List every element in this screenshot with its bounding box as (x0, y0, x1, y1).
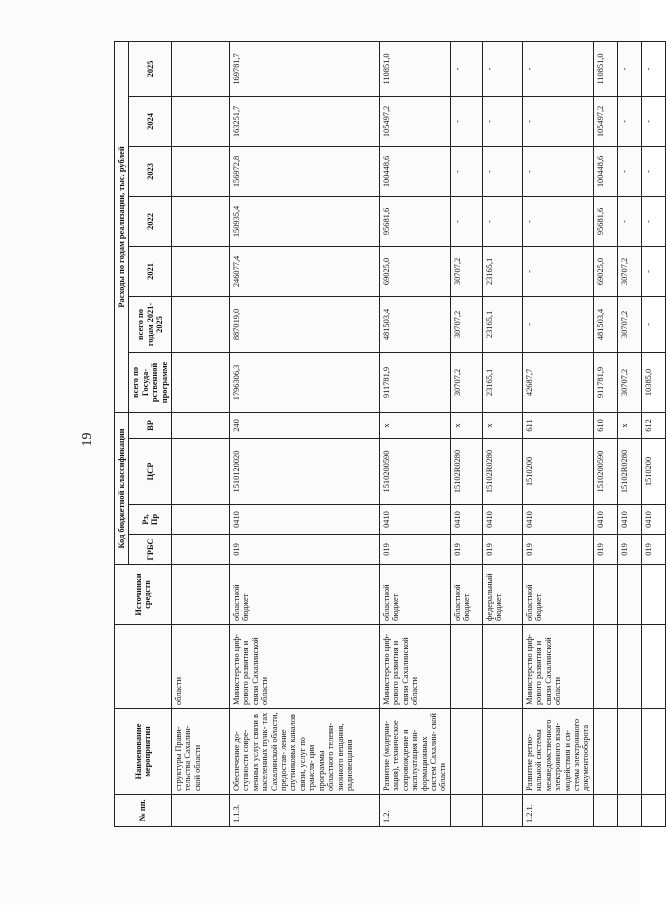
cell-rzpr: 0410 (230, 505, 380, 535)
cell-total: 911781,9 (593, 352, 617, 412)
cell-y2021: 30707,2 (450, 246, 482, 296)
table-row (482, 41, 522, 826)
cell-num (617, 795, 641, 827)
header-row-1 (115, 41, 129, 826)
cell-t2125: 481503,4 (593, 296, 617, 352)
cell-y2022: 95681,6 (593, 196, 617, 246)
cell-name: структуры Прави- тельства Сахалин- ской области (172, 709, 230, 795)
cell-y2022: 95681,6 (380, 196, 451, 246)
cell-csr: 1510200590 (380, 439, 451, 505)
cell-t2125: - (522, 296, 593, 352)
cell-y2025: - (450, 41, 482, 96)
cell-name: Развитие (модерни- зация), техническое сопровождение и эксплуатация ин- формационных систем Сахалин- ской области (380, 709, 451, 795)
col-grbs: ГРБС (129, 535, 172, 565)
cell-grbs: 019 (450, 535, 482, 565)
cell-rzpr: 0410 (482, 505, 522, 535)
cell-y2022: 150935,4 (230, 196, 380, 246)
cell-rzpr: 0410 (522, 505, 593, 535)
cell-total (172, 352, 230, 412)
cell-grbs: 019 (482, 535, 522, 565)
cell-y2024: - (617, 96, 641, 146)
cell-t2125: 887019,0 (230, 296, 380, 352)
cell-rzpr: 0410 (641, 505, 665, 535)
cell-y2024: - (522, 96, 593, 146)
col-expenses: Расходы по годам реализации, тыс. рублей (115, 41, 129, 412)
cell-grbs: 019 (641, 535, 665, 565)
cell-y2024: 163251,7 (230, 96, 380, 146)
cell-source (617, 565, 641, 625)
cell-y2021: - (641, 246, 665, 296)
cell-t2125: 23165,1 (482, 296, 522, 352)
cell-y2023: - (641, 146, 665, 196)
cell-y2023: - (450, 146, 482, 196)
col-executor (115, 625, 172, 709)
cell-source: областной бюджет (230, 565, 380, 625)
cell-source (641, 565, 665, 625)
cell-total: 42687,7 (522, 352, 593, 412)
col-year-2024: 2024 (129, 96, 172, 146)
table-row (641, 41, 665, 826)
cell-total: 30707,2 (450, 352, 482, 412)
col-vr: ВР (129, 412, 172, 438)
cell-y2023: - (617, 146, 641, 196)
cell-rzpr: 0410 (450, 505, 482, 535)
col-year-2021: 2021 (129, 246, 172, 296)
cell-total: 30707,2 (617, 352, 641, 412)
cell-csr: 1510120020 (230, 439, 380, 505)
col-total-program: всего по Госуда- рственной программе (129, 352, 172, 412)
page-number: 19 (80, 432, 95, 447)
col-year-2022: 2022 (129, 196, 172, 246)
cell-name: Обеспечение до- ступности совре- менных услуг связи в населенных пунк- тах Сахалинской области, предостав- ление спутниковых каналов связи, услуг по трансля- ции программы областного телеви- зионного вещания, радиовещания (230, 709, 380, 795)
col-source: Источники средств (115, 565, 172, 625)
cell-name: Развитие регио- нальной системы межведомственного электронного взаи- модействия и си- стемы электронного документооборота (522, 709, 593, 795)
table-row (617, 41, 641, 826)
table-row (450, 41, 482, 826)
cell-t2125: 481503,4 (380, 296, 451, 352)
cell-executor: Министерство циф- рового развития и связи Сахалинской области (230, 625, 380, 709)
cell-vr: х (380, 412, 451, 438)
cell-name (450, 709, 482, 795)
cell-y2023 (172, 146, 230, 196)
cell-executor (641, 625, 665, 709)
cell-y2021: - (522, 246, 593, 296)
cell-y2022: - (641, 196, 665, 246)
cell-num (450, 795, 482, 827)
cell-vr: 610 (593, 412, 617, 438)
cell-executor: Министерство циф- рового развития и связи Сахалинской области (380, 625, 451, 709)
cell-y2023: - (482, 146, 522, 196)
cell-y2021: 23165,1 (482, 246, 522, 296)
cell-csr: 15102R0280 (482, 439, 522, 505)
cell-y2025: 110851,0 (593, 41, 617, 96)
cell-grbs (172, 535, 230, 565)
cell-y2022: - (482, 196, 522, 246)
cell-y2021: 69025,0 (593, 246, 617, 296)
cell-t2125: - (641, 296, 665, 352)
cell-rzpr (172, 505, 230, 535)
cell-rzpr: 0410 (380, 505, 451, 535)
cell-vr: 611 (522, 412, 593, 438)
cell-y2025: - (617, 41, 641, 96)
cell-y2022 (172, 196, 230, 246)
cell-name (482, 709, 522, 795)
cell-source (593, 565, 617, 625)
col-csr: ЦСР (129, 439, 172, 505)
cell-csr: 1510200590 (593, 439, 617, 505)
cell-vr: х (482, 412, 522, 438)
cell-source: областной бюджет (522, 565, 593, 625)
cell-csr: 1510200 (522, 439, 593, 505)
cell-grbs: 019 (380, 535, 451, 565)
table-row (380, 41, 451, 826)
cell-executor: области (172, 625, 230, 709)
cell-y2024 (172, 96, 230, 146)
cell-executor: Министерство циф- рового развития и связи Сахалинской области (522, 625, 593, 709)
cell-y2022: - (617, 196, 641, 246)
cell-total: 1796306,3 (230, 352, 380, 412)
cell-y2025 (172, 41, 230, 96)
col-name: Наименование мероприятия (115, 709, 172, 795)
cell-y2025: - (641, 41, 665, 96)
cell-rzpr: 0410 (593, 505, 617, 535)
cell-y2023: - (522, 146, 593, 196)
cell-executor (617, 625, 641, 709)
cell-t2125: 30707,2 (617, 296, 641, 352)
cell-y2023: 100448,6 (380, 146, 451, 196)
cell-grbs: 019 (617, 535, 641, 565)
cell-grbs: 019 (522, 535, 593, 565)
cell-vr: х (617, 412, 641, 438)
cell-vr (172, 412, 230, 438)
cell-name (593, 709, 617, 795)
cell-y2024: 105497,2 (380, 96, 451, 146)
cell-vr: 240 (230, 412, 380, 438)
cell-num (172, 795, 230, 827)
cell-source: федеральный бюджет (482, 565, 522, 625)
table-row (522, 41, 593, 826)
cell-num (482, 795, 522, 827)
cell-vr: х (450, 412, 482, 438)
cell-rzpr: 0410 (617, 505, 641, 535)
cell-total: 911781,9 (380, 352, 451, 412)
cell-y2021 (172, 246, 230, 296)
cell-source: областной бюджет (380, 565, 451, 625)
table-row (230, 41, 380, 826)
cell-num: 1.1.3. (230, 795, 380, 827)
cell-csr: 1510200 (641, 439, 665, 505)
cell-source (172, 565, 230, 625)
col-year-2023: 2023 (129, 146, 172, 196)
table-row (172, 41, 230, 826)
cell-y2023: 100448,6 (593, 146, 617, 196)
cell-num: 1.2. (380, 795, 451, 827)
cell-y2025: - (522, 41, 593, 96)
cell-executor (593, 625, 617, 709)
cell-y2022: - (522, 196, 593, 246)
cell-y2025: - (482, 41, 522, 96)
cell-y2021: 30707,2 (617, 246, 641, 296)
cell-csr: 15102R0280 (617, 439, 641, 505)
table-row (593, 41, 617, 826)
cell-y2023: 156972,8 (230, 146, 380, 196)
cell-grbs: 019 (230, 535, 380, 565)
cell-source: областной бюджет (450, 565, 482, 625)
cell-y2025: 110851,0 (380, 41, 451, 96)
cell-name (617, 709, 641, 795)
cell-total: 10385,0 (641, 352, 665, 412)
cell-csr: 15102R0280 (450, 439, 482, 505)
cell-y2022: - (450, 196, 482, 246)
col-budget-code: Код бюджетной классификации (115, 412, 129, 564)
cell-executor (450, 625, 482, 709)
cell-num (593, 795, 617, 827)
col-num: № пп. (115, 795, 172, 827)
cell-y2025: 169781,7 (230, 41, 380, 96)
cell-y2024: - (482, 96, 522, 146)
cell-t2125: 30707,2 (450, 296, 482, 352)
cell-num: 1.2.1. (522, 795, 593, 827)
col-total-years: всего по годам 2021-2025 (129, 296, 172, 352)
cell-csr (172, 439, 230, 505)
col-rzpr: Рз, Пр (129, 505, 172, 535)
rotated-sheet (80, 52, 653, 827)
cell-y2021: 246077,4 (230, 246, 380, 296)
cell-vr: 612 (641, 412, 665, 438)
cell-y2021: 69025,0 (380, 246, 451, 296)
cell-t2125 (172, 296, 230, 352)
cell-y2024: - (450, 96, 482, 146)
cell-name (641, 709, 665, 795)
cell-y2024: 105497,2 (593, 96, 617, 146)
cell-grbs: 019 (593, 535, 617, 565)
budget-table (114, 41, 666, 827)
cell-executor (482, 625, 522, 709)
cell-y2024: - (641, 96, 665, 146)
col-year-2025: 2025 (129, 41, 172, 96)
cell-num (641, 795, 665, 827)
cell-total: 23165,1 (482, 352, 522, 412)
